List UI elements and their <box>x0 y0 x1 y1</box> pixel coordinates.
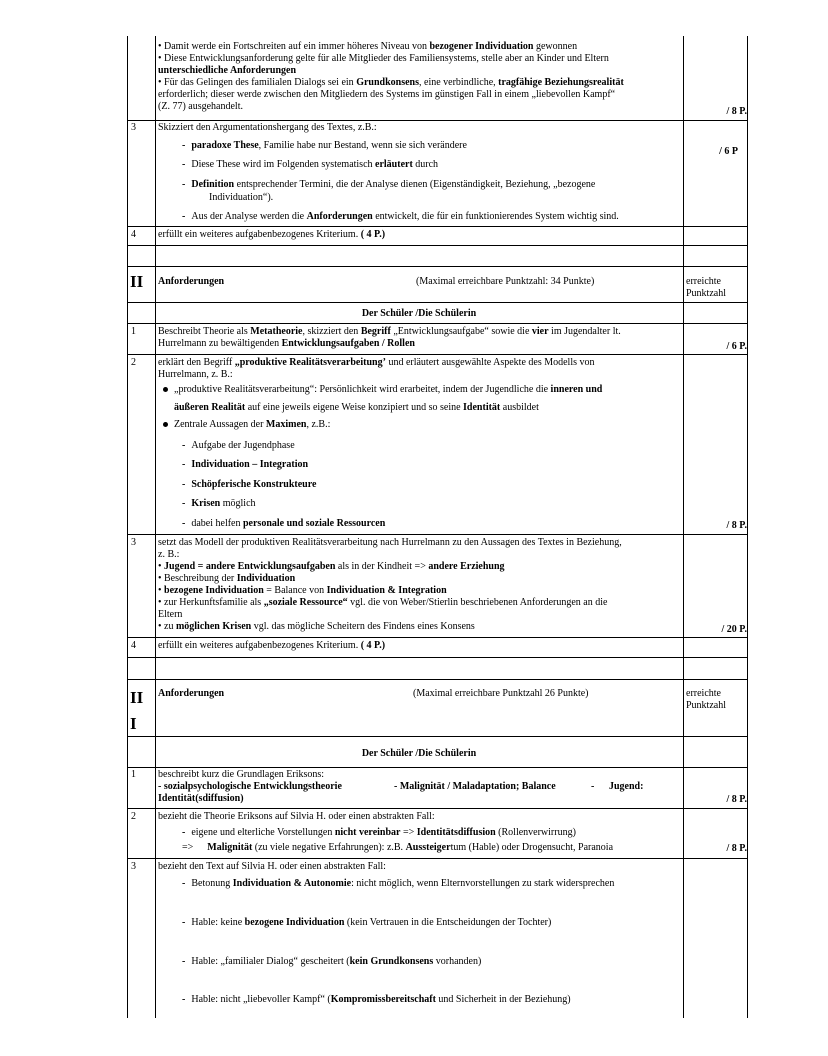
row-number: 4 <box>131 229 136 240</box>
iii3-dash-2: - Hable: keine bezogene Individuation (kein Vertrauen in die Entscheidungen der Tochter) <box>182 917 552 928</box>
row-divider <box>127 354 748 355</box>
grading-table <box>127 36 748 1018</box>
iii1-points: / 8 P. <box>726 794 747 805</box>
section-ii-numeral: II <box>130 272 144 291</box>
row3-dash-1: - paradoxe These, Familie habe nur Bestand, wenn sie sich verändere <box>182 140 467 151</box>
ii2-dash-3: - Schöpferische Konstrukteure <box>182 479 317 490</box>
row-divider <box>127 266 748 267</box>
iii3-dash-3: - Hable: „familialer Dialog“ gescheitert (kein Grundkonsens vorhanden) <box>182 956 482 967</box>
ii3-text: setzt das Modell der produktiven Realitätsverarbeitung nach Hurrelmann zu den Aussagen des Textes in Beziehung, z. B.: • Jugend = andere Entwicklungsaufgaben als in der Kindheit => andere Erziehung • Beschreibung der Individuation • bezogene Individuation = Balance von Individuation & Integration • zur Herkunftsfamilie als „soziale Ressource“ vgl. die von Weber/Stierlin beschriebenen Anforderungen an die Eltern • zu möglichen Krisen vgl. das mögliche Scheitern des Findens eines Konsens <box>158 537 622 632</box>
ii2-text: erklärt den Begriff „produktive Realitätsverarbeitung’ und erläutert ausgewählte Aspekte des Modells von Hurrelmann, z. B.: <box>158 357 595 380</box>
row-number: 3 <box>131 537 136 548</box>
section-iii-subtitle: Der Schüler /Die Schülerin <box>361 748 477 759</box>
row-number: 2 <box>131 357 136 368</box>
row-divider <box>127 302 748 303</box>
row-divider <box>127 637 748 638</box>
ii2-dash-4: - Krisen möglich <box>182 498 256 509</box>
block1-text: • Damit werde ein Fortschreiten auf ein immer höheres Niveau von bezogener Individuation gewonnen • Diese Entwicklungsanforderung gelte für alle Mitglieder des Familiensystems, stelle aber an Kinder und Eltern unterschiedliche Anforderungen • Für das Gelingen des familialen Dialogs sei ein Grundkonsens, eine verbindliche, tragfähige Beziehungsrealität erforderlich; dieser werde zwischen den Mitgliedern des Systems im günstigen Fall in einem „liebevollen Kampf“ (Z. 77) ausgehandelt. <box>158 41 624 112</box>
section-iii-numeral-cont: I <box>130 714 137 733</box>
row-divider <box>127 226 748 227</box>
section-ii-max: (Maximal erreichbare Punktzahl: 34 Punkte) <box>416 276 595 287</box>
ii2-dash-2: - Individuation – Integration <box>182 459 309 470</box>
iii2-dash-1: - eigene und elterliche Vorstellungen nicht vereinbar => Identitätsdiffusion (Rollenverwirrung) <box>182 827 576 838</box>
bullet-icon <box>163 422 168 427</box>
row3-dash-4: - Aus der Analyse werden die Anforderungen entwickelt, die für ein funktionierendes System wichtig sind. <box>182 211 619 222</box>
ii2-dash-5: - dabei helfen personale und soziale Ressourcen <box>182 518 386 529</box>
ii2-dash-1: - Aufgabe der Jugendphase <box>182 440 295 451</box>
section-iii-reached: erreichte Punktzahl <box>686 688 726 711</box>
iii2-dash-2: => Malignität (zu viele negative Erfahrungen): z.B. Aussteigertum (Hable) oder Drogensucht, Paranoia <box>182 842 614 853</box>
row-divider <box>127 120 748 121</box>
row-number: 3 <box>131 122 136 133</box>
row-divider <box>127 657 748 658</box>
row-divider <box>127 323 748 324</box>
ii2-bullet-1-cont: äußeren Realität auf eine jeweils eigene Weise konzipiert und so seine Identität ausbildet <box>174 402 539 413</box>
section-ii-reached: erreichte Punktzahl <box>686 276 726 299</box>
iii3-dash-4: - Hable: nicht „liebevoller Kampf“ (Kompromissbereitschaft und Sicherheit in der Beziehung) <box>182 994 571 1005</box>
row-divider <box>127 767 748 768</box>
row-number: 4 <box>131 640 136 651</box>
section-ii-title: Anforderungen <box>158 276 225 287</box>
section-iii-max: (Maximal erreichbare Punktzahl 26 Punkte) <box>413 688 589 699</box>
row-divider <box>127 534 748 535</box>
bullet-icon <box>163 387 168 392</box>
row4b-text: erfüllt ein weiteres aufgabenbezogenes Kriterium. ( 4 P.) <box>158 640 386 651</box>
table-column-divider <box>683 36 684 1018</box>
iii3-dash-1: - Betonung Individuation & Autonomie: nicht möglich, wenn Elternvorstellungen zu stark widersprechen <box>182 878 615 889</box>
row-number: 3 <box>131 861 136 872</box>
ii2-points: / 8 P. <box>726 520 747 531</box>
block1-points: / 8 P. <box>726 106 747 117</box>
section-iii-title: Anforderungen <box>158 688 225 699</box>
ii3-points: / 20 P. <box>721 624 747 635</box>
row4a-text: erfüllt ein weiteres aufgabenbezogenes Kriterium. ( 4 P.) <box>158 229 386 240</box>
iii1-text: beschreibt kurz die Grundlagen Eriksons: - sozialpsychologische Entwicklungstheorie - Malignität / Maladaptation; Balance - Jugend: Identität(sdiffusion) <box>158 769 644 804</box>
table-column-divider <box>155 36 156 1018</box>
row-number: 2 <box>131 811 136 822</box>
row-divider <box>127 736 748 737</box>
ii2-bullet-2: Zentrale Aussagen der Maximen, z.B.: <box>163 419 330 431</box>
iii2-intro: bezieht die Theorie Eriksons auf Silvia H. oder einen abstrakten Fall: <box>158 811 435 822</box>
row3-dash-3-cont: Individuation“). <box>209 192 274 203</box>
iii2-points: / 8 P. <box>726 843 747 854</box>
ii1-text: Beschreibt Theorie als Metatheorie, skizziert den Begriff „Entwicklungsaufgabe“ sowie die vier im Jugendalter lt. Hurrelmann zu bewältigenden Entwicklungsaufgaben / Rollen <box>158 326 621 349</box>
row-divider <box>127 808 748 809</box>
row-number: 1 <box>131 326 136 337</box>
row3-dash-2: - Diese These wird im Folgenden systematisch erläutert durch <box>182 159 439 170</box>
table-border-left <box>127 36 128 1018</box>
iii3-intro: bezieht den Text auf Silvia H. oder einen abstrakten Fall: <box>158 861 386 872</box>
row-divider <box>127 858 748 859</box>
row3-points: / 6 P <box>719 146 738 157</box>
row-divider <box>127 245 748 246</box>
row-divider <box>127 679 748 680</box>
section-ii-subtitle: Der Schüler /Die Schülerin <box>361 308 477 319</box>
row3-intro: Skizziert den Argumentationshergang des Textes, z.B.: <box>158 122 377 133</box>
row3-dash-3: - Definition entsprechender Termini, die der Analyse dienen (Eigenständigkeit, Beziehung, „bezogene <box>182 179 596 190</box>
row-number: 1 <box>131 769 136 780</box>
ii2-bullet-1: „produktive Realitätsverarbeitung“: Persönlichkeit wird erarbeitet, indem der Jugendliche die inneren und <box>163 384 602 396</box>
ii1-points: / 6 P. <box>726 341 747 352</box>
table-border-right <box>747 36 748 1018</box>
section-iii-numeral: II <box>130 688 144 707</box>
